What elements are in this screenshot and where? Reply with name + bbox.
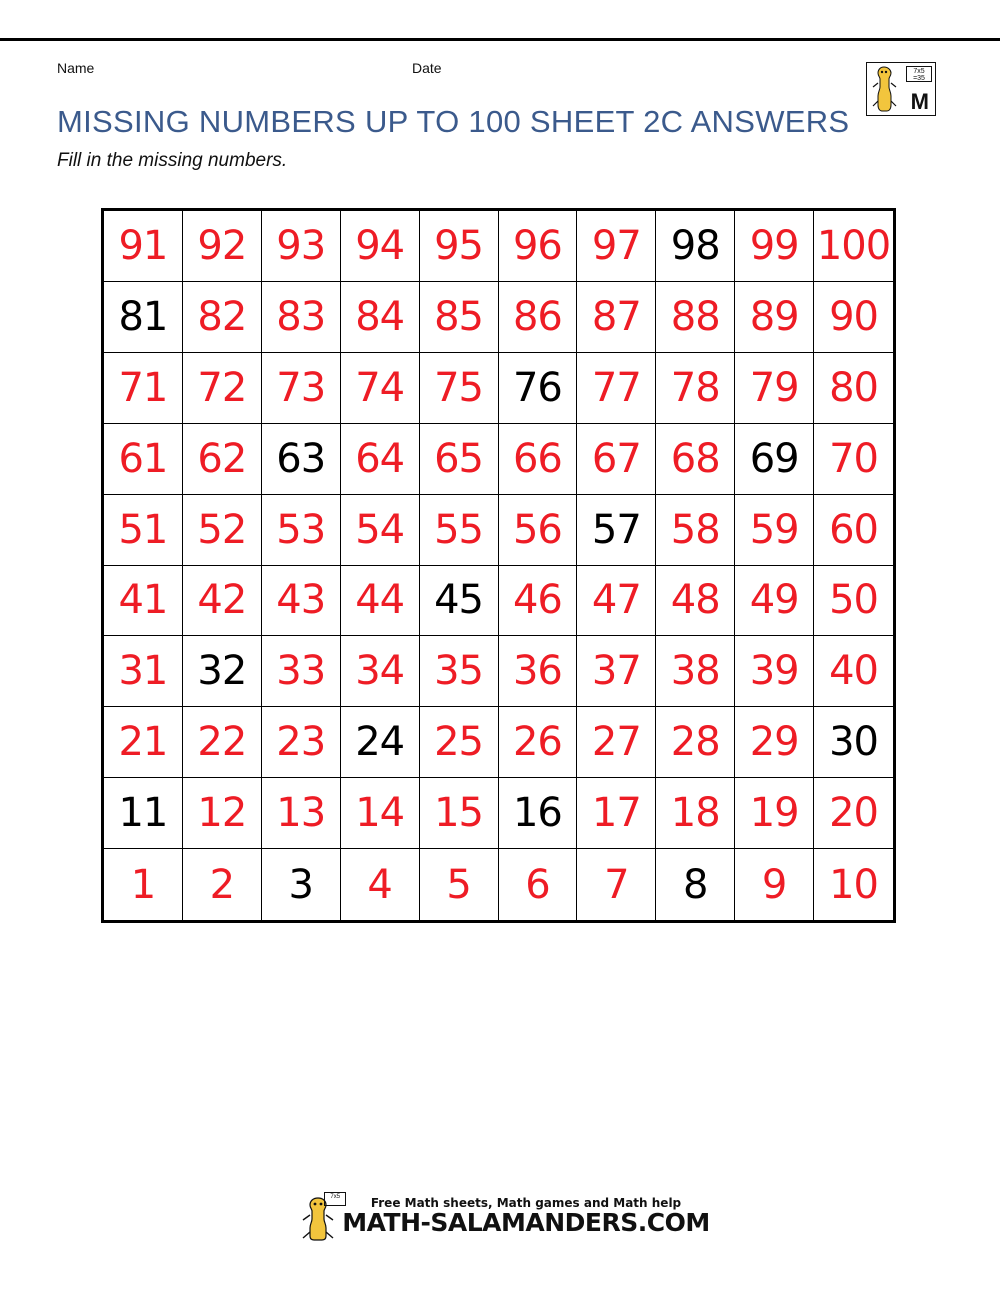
grid-cell[interactable]: 86 [499,282,578,353]
grid-cell[interactable]: 19 [735,778,814,849]
grid-cell[interactable]: 99 [735,211,814,282]
grid-cell[interactable]: 45 [420,566,499,637]
instruction-text: Fill in the missing numbers. [57,150,288,171]
grid-cell[interactable]: 75 [420,353,499,424]
grid-cell[interactable]: 67 [577,424,656,495]
grid-cell[interactable]: 20 [814,778,893,849]
grid-cell[interactable]: 85 [420,282,499,353]
grid-cell[interactable]: 53 [262,495,341,566]
grid-cell[interactable]: 12 [183,778,262,849]
date-field-label: Date [412,60,442,76]
grid-cell[interactable]: 56 [499,495,578,566]
grid-cell[interactable]: 72 [183,353,262,424]
grid-cell[interactable]: 61 [104,424,183,495]
grid-cell[interactable]: 39 [735,636,814,707]
grid-cell[interactable]: 4 [341,849,420,920]
grid-cell[interactable]: 17 [577,778,656,849]
grid-cell[interactable]: 97 [577,211,656,282]
grid-cell[interactable]: 98 [656,211,735,282]
grid-cell[interactable]: 43 [262,566,341,637]
logo-equation-badge: 7x5 =35 [906,66,932,82]
grid-cell[interactable]: 41 [104,566,183,637]
footer-tagline: Free Math sheets, Math games and Math help [370,1196,682,1210]
grid-cell[interactable]: 59 [735,495,814,566]
grid-cell[interactable]: 49 [735,566,814,637]
grid-cell[interactable]: 90 [814,282,893,353]
top-divider [0,38,1000,41]
grid-cell[interactable]: 95 [420,211,499,282]
grid-cell[interactable]: 35 [420,636,499,707]
grid-cell[interactable]: 36 [499,636,578,707]
footer-equation-badge: 7x5 [324,1192,346,1206]
grid-cell[interactable]: 83 [262,282,341,353]
page-title: MISSING NUMBERS UP TO 100 SHEET 2C ANSWERS [57,104,850,139]
grid-cell[interactable]: 79 [735,353,814,424]
grid-cell[interactable]: 28 [656,707,735,778]
grid-cell[interactable]: 24 [341,707,420,778]
footer-url[interactable]: MATH-SALAMANDERS.COM [342,1208,710,1237]
grid-cell[interactable]: 44 [341,566,420,637]
grid-cell[interactable]: 15 [420,778,499,849]
grid-cell[interactable]: 47 [577,566,656,637]
grid-cell[interactable]: 76 [499,353,578,424]
grid-cell[interactable]: 81 [104,282,183,353]
grid-cell[interactable]: 10 [829,861,878,908]
grid-cell[interactable]: 80 [814,353,893,424]
grid-cell[interactable]: 62 [183,424,262,495]
grid-cell[interactable]: 77 [577,353,656,424]
grid-cell[interactable]: 46 [499,566,578,637]
grid-cell[interactable]: 69 [735,424,814,495]
grid-cell[interactable]: 9 [735,849,814,920]
grid-cell[interactable]: 7 [577,849,656,920]
grid-cell[interactable]: 29 [735,707,814,778]
grid-cell[interactable]: 91 [104,211,183,282]
salamander-icon [871,65,897,113]
grid-cell[interactable]: 2 [183,849,262,920]
grid-cell[interactable]: 34 [341,636,420,707]
grid-cell[interactable]: 89 [735,282,814,353]
header-fields [57,60,757,80]
grid-cell[interactable]: 63 [262,424,341,495]
grid-cell[interactable]: 16 [499,778,578,849]
grid-cell[interactable]: 68 [656,424,735,495]
grid-cell[interactable]: 11 [104,778,183,849]
grid-cell[interactable]: 100 [814,211,893,282]
grid-cell[interactable]: 93 [262,211,341,282]
grid-cell[interactable]: 26 [499,707,578,778]
grid-cell[interactable]: 30 [814,707,893,778]
grid-cell[interactable]: 73 [262,353,341,424]
grid-cell[interactable]: 27 [577,707,656,778]
logo-letter-m: M [910,89,929,114]
grid-cell[interactable]: 54 [341,495,420,566]
grid-cell[interactable]: 92 [183,211,262,282]
grid-cell[interactable]: 5 [420,849,499,920]
grid-cell[interactable]: 14 [341,778,420,849]
grid-cell[interactable]: 65 [420,424,499,495]
grid-cell[interactable]: 18 [656,778,735,849]
grid-cell[interactable]: 87 [577,282,656,353]
grid-cell[interactable]: 38 [656,636,735,707]
grid-cell[interactable]: 70 [814,424,893,495]
grid-cell[interactable]: 66 [499,424,578,495]
grid-cell[interactable]: 57 [577,495,656,566]
grid-cell[interactable]: 25 [420,707,499,778]
grid-cell[interactable]: 58 [656,495,735,566]
grid-cell[interactable]: 48 [656,566,735,637]
grid-cell[interactable]: 52 [183,495,262,566]
grid-cell[interactable]: 88 [656,282,735,353]
grid-cell[interactable]: 32 [183,636,262,707]
grid-cell[interactable]: 31 [104,636,183,707]
grid-cell[interactable]: 84 [341,282,420,353]
grid-cell[interactable]: 23 [262,707,341,778]
grid-cell[interactable]: 37 [577,636,656,707]
grid-cell[interactable]: 78 [656,353,735,424]
grid-cell[interactable]: 33 [262,636,341,707]
name-field-label: Name [57,60,95,76]
footer [0,1196,1000,1237]
grid-cell[interactable]: 3 [262,849,341,920]
grid-cell[interactable]: 51 [104,495,183,566]
hundreds-chart [101,208,896,923]
math-salamanders-logo [866,62,936,116]
grid-cell[interactable]: 50 [814,566,893,637]
grid-cell[interactable]: 55 [420,495,499,566]
grid-cell[interactable]: 64 [341,424,420,495]
grid-cell[interactable]: 8 [656,849,735,920]
grid-cell[interactable]: 21 [104,707,183,778]
grid-cell[interactable]: 96 [499,211,578,282]
grid-cell[interactable]: 60 [814,495,893,566]
grid-cell[interactable]: 82 [183,282,262,353]
grid-cell[interactable]: 74 [341,353,420,424]
grid-cell[interactable]: 13 [262,778,341,849]
grid-cell[interactable]: 42 [183,566,262,637]
grid-cell[interactable]: 94 [341,211,420,282]
grid-cell[interactable]: 1 [104,849,183,920]
grid-cell[interactable]: 40 [814,636,893,707]
grid-cell[interactable]: 71 [104,353,183,424]
grid-cell[interactable]: 22 [183,707,262,778]
grid-cell[interactable]: 6 [499,849,578,920]
